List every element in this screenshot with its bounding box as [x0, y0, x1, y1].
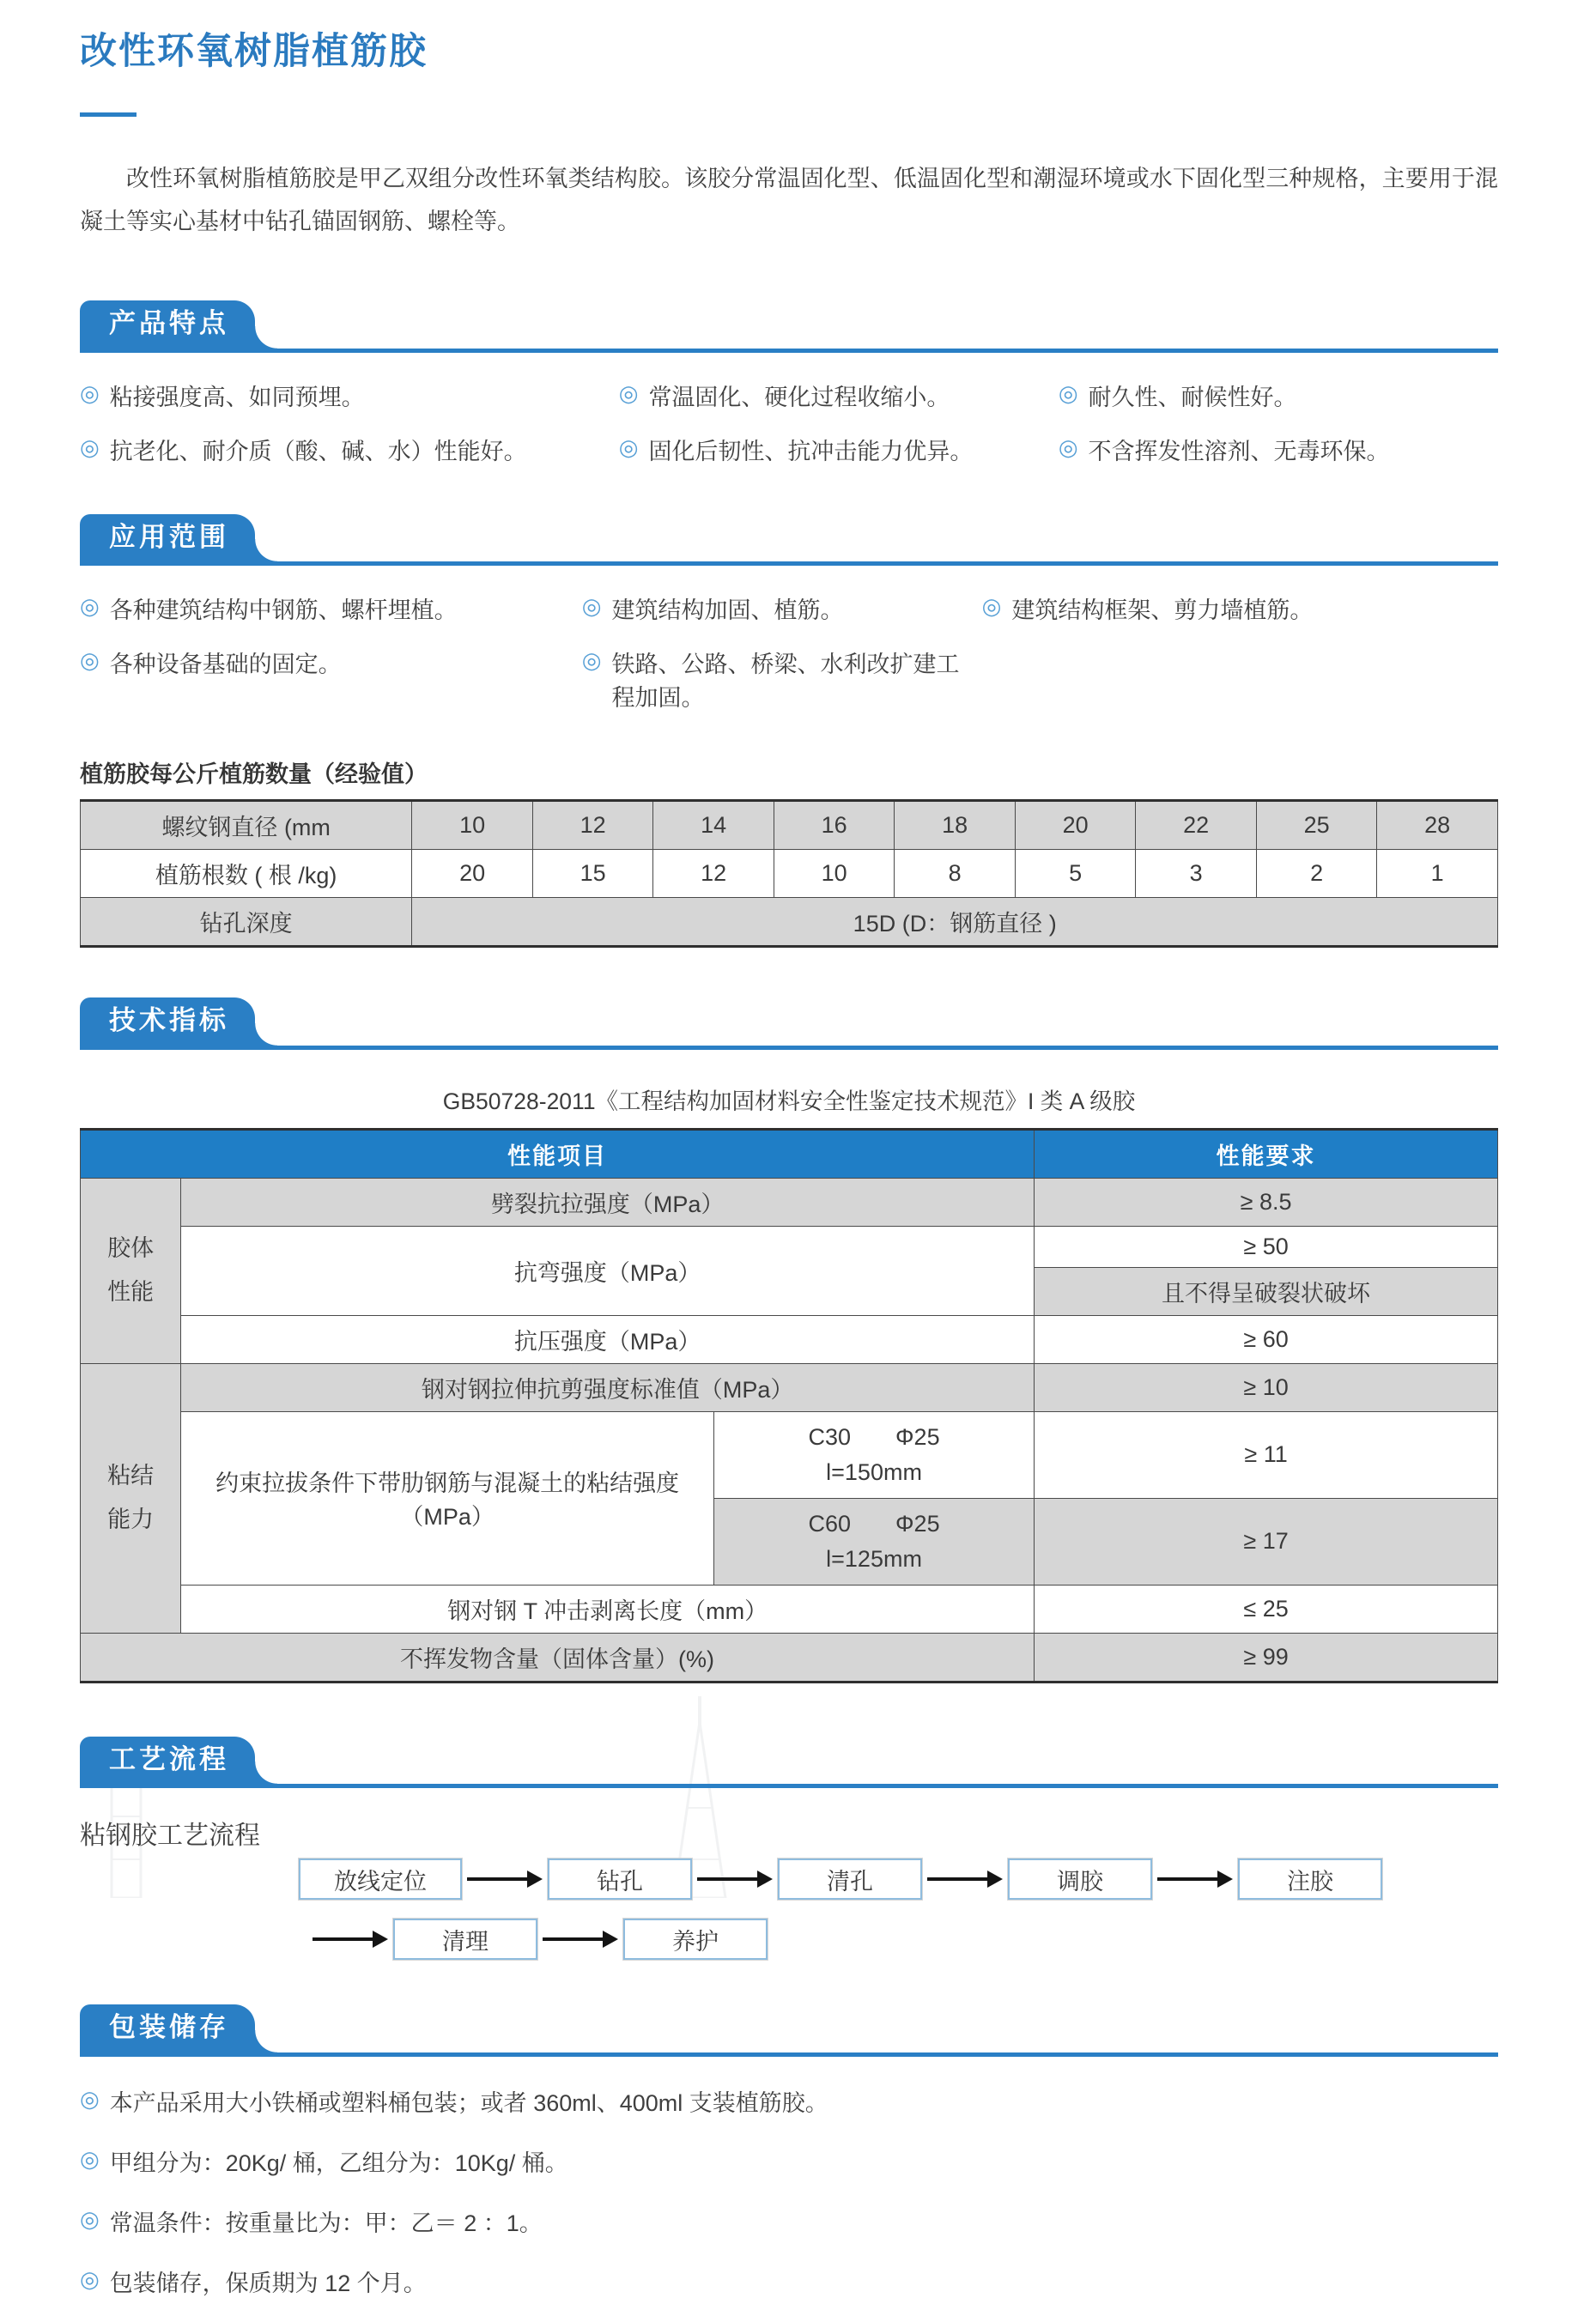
list-item: [619, 379, 1059, 412]
group-label-body: [81, 1178, 181, 1363]
list-item-text: 耐久性、耐候性好。: [1088, 384, 1297, 410]
concrete-grade: C30: [808, 1423, 852, 1450]
section-header-process: [80, 1737, 1498, 1789]
ring-bullet-icon: ◎: [80, 2266, 100, 2293]
page-title: 改性环氧树脂植筋胶: [80, 31, 428, 72]
flow-subtitle: 粘钢胶工艺流程: [80, 1822, 260, 1851]
table-header-row: [81, 1129, 1498, 1178]
list-item: [982, 591, 1498, 625]
title-dash-rule: [80, 112, 137, 117]
spec-item-line: 约束拉拔条件下带肋钢筋与混凝土的粘结强度: [215, 1470, 680, 1497]
embed-length: l=150mm: [826, 1458, 922, 1485]
rebar-count-table: [80, 799, 1498, 948]
section-badge-label: 技术指标: [109, 1005, 229, 1036]
list-item: [582, 591, 982, 625]
list-item-text: 本产品采用大小铁桶或塑料桶包装；或者 360ml、400ml 支装植筋胶。: [109, 2090, 828, 2117]
flow-row-2: [307, 1919, 1498, 1960]
section-badge-label: 包装储存: [109, 2012, 229, 2043]
list-item-text: 抗老化、耐介质（酸、碱、水）性能好。: [109, 438, 527, 464]
ring-bullet-icon: ◎: [80, 2206, 100, 2233]
list-item: [80, 2204, 1498, 2238]
table-row: [81, 801, 1498, 850]
spec-item: 钢对钢 T 冲击剥离长度（mm）: [181, 1585, 1035, 1633]
ring-bullet-icon: ◎: [1058, 379, 1078, 406]
ring-bullet-icon: ◎: [80, 593, 100, 620]
table-row: [81, 850, 1498, 898]
spec-req: ≥ 99: [1035, 1633, 1498, 1682]
table-cell: 2: [1256, 850, 1377, 898]
list-item: [1059, 379, 1498, 412]
flow-step: 清理: [393, 1919, 537, 1960]
section-badge-tech: [80, 997, 255, 1046]
list-item: [80, 2144, 1498, 2178]
list-item-text: 建筑结构加固、植筋。: [611, 597, 844, 624]
list-item: [80, 2084, 1498, 2118]
table-cell: 3: [1136, 850, 1257, 898]
list-item-text: 甲组分为：20Kg/ 桶，乙组分为：10Kg/ 桶。: [109, 2150, 568, 2177]
arrow-right-icon: [927, 1871, 1003, 1888]
table-cell: 25: [1256, 801, 1377, 850]
group-label-line: 能力: [107, 1507, 155, 1533]
list-item-text: 建筑结构框架、剪力墙植筋。: [1011, 597, 1314, 624]
table-cell: 14: [653, 801, 774, 850]
ring-bullet-icon: ◎: [80, 2146, 100, 2173]
table-cell: 22: [1136, 801, 1257, 850]
list-item-text: 包装储存，保质期为 12 个月。: [109, 2271, 427, 2297]
column-header-req: 性能要求: [1035, 1129, 1498, 1178]
spec-req: ≥ 11: [1035, 1411, 1498, 1498]
list-item-text: 各种设备基础的固定。: [109, 652, 342, 678]
table-cell: 20: [412, 850, 533, 898]
table-cell: 28: [1377, 801, 1498, 850]
table-row: [81, 1633, 1498, 1682]
column-header-item: 性能项目: [81, 1129, 1035, 1178]
list-item: [80, 591, 582, 625]
list-item-text: 粘接强度高、如同预埋。: [109, 384, 365, 410]
arrow-right-icon: [697, 1871, 773, 1888]
table-cell: 8: [895, 850, 1016, 898]
table-row: [81, 1315, 1498, 1363]
rebar-table-caption: 植筋胶每公斤植筋数量（经验值）: [80, 761, 428, 788]
spec-item: 钢对钢拉伸抗剪强度标准值（MPa）: [181, 1363, 1035, 1411]
section-badge-process: [80, 1737, 255, 1785]
spec-item: 不挥发物含量（固体含量）(%): [81, 1633, 1035, 1682]
table-cell-merged: 15D (D：钢筋直径 ): [412, 898, 1498, 947]
list-item-text: 各种建筑结构中钢筋、螺杆埋植。: [109, 597, 458, 624]
flow-row-1: [299, 1858, 1498, 1900]
embed-length: l=125mm: [826, 1545, 922, 1572]
ring-bullet-icon: ◎: [618, 379, 639, 406]
ring-bullet-icon: ◎: [581, 593, 602, 620]
features-list: [80, 379, 1498, 466]
spec-req: ≥ 10: [1035, 1363, 1498, 1411]
spec-item: 劈裂抗拉强度（MPa）: [181, 1178, 1035, 1226]
rebar-diameter: Φ25: [895, 1510, 940, 1537]
flow-step: 放线定位: [299, 1858, 462, 1900]
section-badge-label: 产品特点: [109, 307, 229, 338]
table-cell: 10: [412, 801, 533, 850]
tech-spec-table: [80, 1128, 1498, 1683]
spec-item: [181, 1411, 714, 1585]
section-header-features: [80, 300, 1498, 353]
group-label-line: 粘结: [107, 1463, 155, 1489]
table-cell: 16: [774, 801, 895, 850]
table-row: [81, 1226, 1498, 1267]
table-cell: 15: [532, 850, 653, 898]
spec-item: 抗压强度（MPa）: [181, 1315, 1035, 1363]
ring-bullet-icon: ◎: [80, 379, 100, 406]
ring-bullet-icon: ◎: [618, 434, 639, 460]
table-cell: 18: [895, 801, 1016, 850]
spec-condition: [713, 1411, 1034, 1498]
section-badge-applications: [80, 514, 255, 562]
group-label-line: 胶体: [107, 1235, 155, 1261]
list-item: [80, 433, 619, 466]
applications-list: [80, 591, 1498, 712]
arrow-right-icon: [1157, 1871, 1233, 1888]
table-cell: 12: [532, 801, 653, 850]
flow-step: 养护: [623, 1919, 768, 1960]
section-badge-features: [80, 300, 255, 349]
row-header: 钻孔深度: [81, 898, 412, 947]
group-label-bond: [81, 1363, 181, 1633]
table-row: [81, 1178, 1498, 1226]
spec-item-line: （MPa）: [400, 1504, 495, 1531]
list-item: [582, 646, 982, 712]
section-badge-label: 应用范围: [109, 521, 229, 552]
list-item-text: 铁路、公路、桥梁、水利改扩建工程加固。: [611, 652, 960, 712]
concrete-grade: C60: [808, 1510, 852, 1537]
ring-bullet-icon: ◎: [80, 2086, 100, 2113]
flow-step: 钻孔: [548, 1858, 692, 1900]
ring-bullet-icon: ◎: [80, 434, 100, 460]
section-header-packaging: [80, 2004, 1498, 2057]
ring-bullet-icon: ◎: [1058, 434, 1078, 460]
list-item: [80, 379, 619, 412]
table-cell: 5: [1015, 850, 1136, 898]
section-badge-label: 工艺流程: [109, 1743, 229, 1774]
spec-condition: [713, 1498, 1034, 1585]
intro-paragraph: 改性环氧树脂植筋胶是甲乙双组分改性环氧类结构胶。该胶分常温固化型、低温固化型和潮湿环境或水下固化型三种规格，主要用于混凝土等实心基材中钻孔锚固钢筋、螺栓等。: [80, 166, 1498, 234]
arrow-right-icon: [543, 1931, 618, 1948]
packaging-list: [80, 2084, 1498, 2298]
spec-req: 且不得呈破裂状破坏: [1035, 1267, 1498, 1315]
spec-req: ≥ 60: [1035, 1315, 1498, 1363]
list-item: [80, 646, 582, 712]
flow-step: 注胶: [1238, 1858, 1382, 1900]
list-item-text: 常温固化、硬化过程收缩小。: [648, 384, 950, 410]
spec-req: ≥ 17: [1035, 1498, 1498, 1585]
spec-condition-top: [719, 1424, 1029, 1451]
row-header: 植筋根数 ( 根 /kg): [81, 850, 412, 898]
list-item-text: 不含挥发性溶剂、无毒环保。: [1088, 438, 1390, 464]
section-badge-packaging: [80, 2004, 255, 2052]
table-cell: 10: [774, 850, 895, 898]
arrow-right-icon: [467, 1871, 543, 1888]
table-row: [81, 1585, 1498, 1633]
spec-req: ≥ 50: [1035, 1226, 1498, 1267]
flow-step: 调胶: [1008, 1858, 1152, 1900]
rebar-diameter: Φ25: [895, 1423, 940, 1450]
ring-bullet-icon: ◎: [581, 647, 602, 674]
group-label-line: 性能: [107, 1279, 155, 1306]
spec-req: ≤ 25: [1035, 1585, 1498, 1633]
section-header-applications: [80, 514, 1498, 567]
row-header: 螺纹钢直径 (mm: [81, 801, 412, 850]
standard-reference: GB50728-2011《工程结构加固材料安全性鉴定技术规范》I 类 A 级胶: [442, 1088, 1136, 1114]
list-item: [619, 433, 1059, 466]
table-row: [81, 898, 1498, 947]
table-cell: 20: [1015, 801, 1136, 850]
table-row: [81, 1411, 1498, 1498]
list-item: [80, 2265, 1498, 2298]
section-header-tech: [80, 997, 1498, 1050]
ring-bullet-icon: ◎: [981, 593, 1002, 620]
process-flowchart: [80, 1858, 1498, 1960]
list-item: [1059, 433, 1498, 466]
table-cell: 12: [653, 850, 774, 898]
arrow-right-icon: [313, 1931, 388, 1948]
flow-step: 清孔: [778, 1858, 922, 1900]
table-cell: 1: [1377, 850, 1498, 898]
spec-item: 抗弯强度（MPa）: [181, 1226, 1035, 1315]
spec-condition-top: [719, 1511, 1029, 1537]
table-row: [81, 1363, 1498, 1411]
ring-bullet-icon: ◎: [80, 647, 100, 674]
list-item-text: 固化后韧性、抗冲击能力优异。: [648, 438, 974, 464]
list-item-text: 常温条件：按重量比为：甲：乙＝ 2 ：1。: [109, 2210, 543, 2237]
spec-req: ≥ 8.5: [1035, 1178, 1498, 1226]
